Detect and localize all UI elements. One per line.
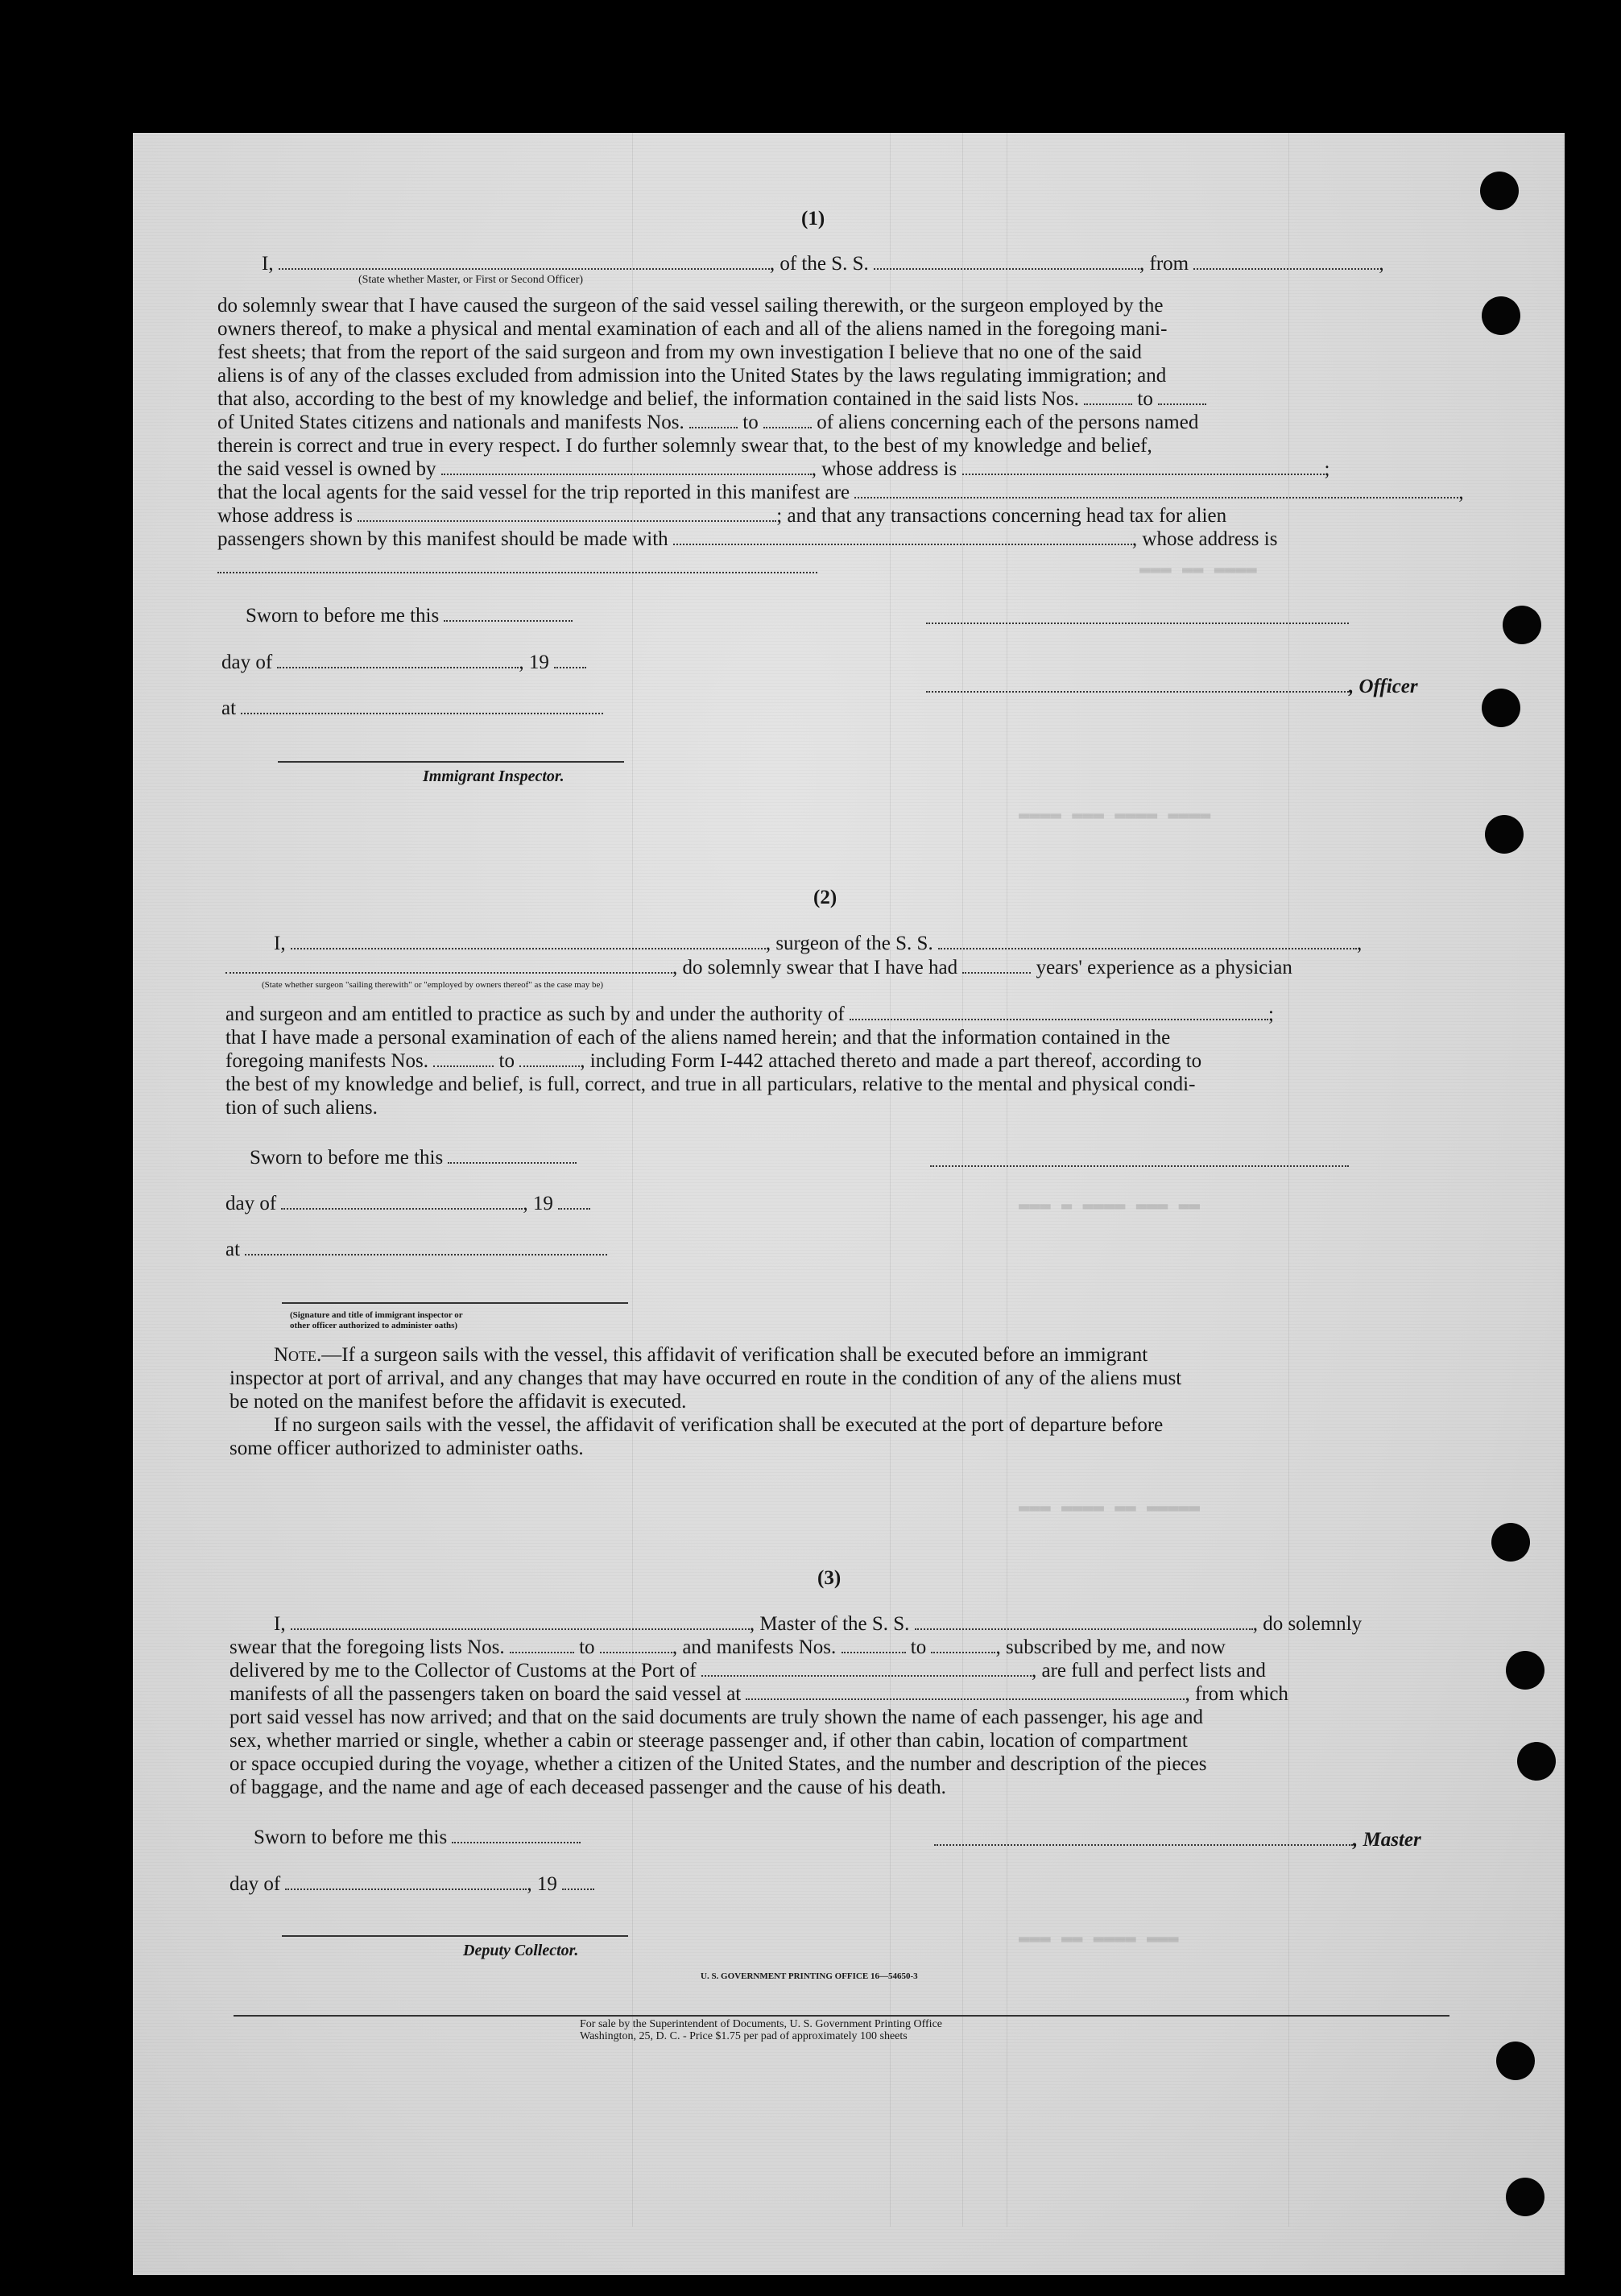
s2-note-2: inspector at port of arrival, and any changes that may have occurred en route in the condition of any of the aliens must <box>230 1367 1182 1389</box>
s2-comma: , <box>1356 933 1363 954</box>
s2-note-4: If no surgeon sails with the vessel, the affidavit of verification shall be executed at the port of departure before <box>274 1414 1164 1436</box>
s2-manifest-to-field[interactable] <box>519 1061 580 1067</box>
s3-port-field[interactable] <box>701 1670 1032 1677</box>
s2-foregoing: foregoing manifests Nos. <box>225 1050 429 1072</box>
punch-hole <box>1482 296 1520 335</box>
s1-owned-by: the said vessel is owned by <box>217 458 436 480</box>
s1-local-agents: that the local agents for the said vessel for the trip reported in this manifest are <box>217 482 850 503</box>
s1-owner-field[interactable] <box>441 469 812 475</box>
s2-line-authority <box>225 1003 1274 1026</box>
s1-line-3: fest sheets; that from the report of the said surgeon and from my own investigation I believe that no one of the said <box>217 341 1142 363</box>
s2-note-1 <box>274 1343 1148 1367</box>
s1-to-2: to <box>742 412 759 433</box>
s3-from-which: , from which <box>1185 1683 1288 1705</box>
s3-year-field[interactable] <box>562 1884 594 1890</box>
s3-to-1: to <box>579 1636 595 1658</box>
s1-whose-address: , whose address is <box>811 458 957 480</box>
s2-sworn-label: Sworn to before me this <box>250 1147 444 1169</box>
section-2-number: (2) <box>813 887 837 908</box>
s3-line-space: or space occupied during the voyage, whether a citizen of the United States, and the number and description of the pieces <box>230 1753 1207 1775</box>
punch-hole <box>1506 1651 1544 1690</box>
s1-agents-address-field[interactable] <box>358 515 776 522</box>
sale-note-2: Washington, 25, D. C. - Price $1.75 per pad of approximately 100 sheets <box>580 2030 908 2042</box>
s1-from-field[interactable] <box>1193 263 1379 270</box>
s3-line-baggage: of baggage, and the name and age of each deceased passenger and the cause of his death. <box>230 1777 946 1798</box>
s1-head-tax-contact-field[interactable] <box>673 539 1132 545</box>
s1-whose-address-2: whose address is <box>217 505 354 527</box>
s2-manifest-from-field[interactable] <box>433 1061 494 1067</box>
s2-at-label: at <box>225 1239 241 1260</box>
s2-signature-line[interactable] <box>930 1165 1349 1167</box>
s3-line-lists <box>230 1636 1226 1659</box>
s2-day-of <box>225 1192 590 1215</box>
s3-subscribed: , subscribed by me, and now <box>995 1636 1226 1658</box>
s2-inspector-line[interactable] <box>282 1302 628 1304</box>
manifest-page <box>133 133 1565 2275</box>
s1-officer-note: (State whether Master, or First or Second Officer) <box>358 274 584 286</box>
s1-line-9 <box>217 481 1464 504</box>
s1-at <box>221 697 603 720</box>
s3-line-manifests <box>230 1682 1288 1706</box>
s2-year-field[interactable] <box>558 1203 590 1210</box>
s2-vessel-field[interactable] <box>938 943 1357 949</box>
s2-authority: and surgeon and am entitled to practice as such by and under the authority of <box>225 1003 845 1025</box>
s3-line-delivered <box>230 1659 1266 1682</box>
punch-hole <box>1506 2178 1544 2216</box>
s1-line-7: therein is correct and true in every respect. I do further solemnly swear that, to the best of my knowledge and belief, <box>217 435 1152 457</box>
s1-lists-from-field[interactable] <box>1084 399 1132 405</box>
s1-address-continuation-field[interactable] <box>217 572 817 573</box>
s3-line-sex: sex, whether married or single, whether a cabin or steerage passenger and, if other than cabin, location of compartment <box>230 1730 1188 1752</box>
bleed-text: ▬▬▬ ▬▬ ▬▬▬▬ ▬▬▬ <box>1019 1929 1179 1949</box>
s2-i: I, <box>274 933 286 954</box>
s3-vessel-field[interactable] <box>915 1624 1253 1630</box>
s2-to: to <box>498 1050 515 1072</box>
s2-day-of-label: day of <box>225 1193 277 1214</box>
s1-of-ss: , of the S. S. <box>769 253 869 275</box>
s3-day-of-label: day of <box>230 1873 281 1895</box>
s1-inspector-line[interactable] <box>278 761 624 763</box>
bleed-text: ▬▬▬ ▬▬ ▬▬▬▬ <box>1139 560 1257 580</box>
s2-semicolon: ; <box>1268 1003 1274 1025</box>
s3-day-of <box>230 1872 594 1896</box>
s3-swear-lists: swear that the foregoing lists Nos. <box>230 1636 505 1658</box>
s1-line-2: owners thereof, to make a physical and mental examination of each and all of the aliens named in the foregoing mani- <box>217 318 1168 340</box>
s3-master-name-field[interactable] <box>291 1624 750 1630</box>
s1-comma: , <box>1379 253 1384 275</box>
s1-manifest-from-field[interactable] <box>689 422 738 428</box>
s1-passengers: passengers shown by this manifest should be made with <box>217 528 668 550</box>
s2-note-1-text: —If a surgeon sails with the vessel, this affidavit of verification shall be executed before an immigrant <box>321 1344 1148 1366</box>
s1-month-field[interactable] <box>277 662 519 668</box>
s2-at <box>225 1238 607 1261</box>
s1-comma-2: , <box>1458 482 1464 503</box>
s1-officer-label: , Officer <box>1349 676 1418 697</box>
s1-i: I, <box>262 253 274 275</box>
bleed-text: ▬▬▬ ▬▬▬▬ ▬▬ ▬▬▬▬▬ <box>1019 1498 1201 1518</box>
s2-note-label: Note. <box>274 1344 322 1366</box>
s3-embark-port-field[interactable] <box>746 1694 1185 1700</box>
s3-master-label: , Master <box>1353 1829 1421 1851</box>
s3-sworn <box>254 1826 581 1849</box>
s1-vessel-field[interactable] <box>874 263 1139 270</box>
s1-line-10 <box>217 504 1226 527</box>
s1-whose-address-3: , whose address is <box>1131 528 1278 550</box>
s1-line-4: aliens is of any of the classes excluded from admission into the United States by the laws regulating immigration; and <box>217 365 1167 387</box>
s1-officer-line <box>926 675 1418 698</box>
s1-lists-text: that also, according to the best of my knowledge and belief, the information contained in the said lists Nos. <box>217 388 1079 410</box>
section-1-number: (1) <box>801 208 825 230</box>
s1-day-of <box>221 651 586 674</box>
footer-rule <box>234 2015 1449 2017</box>
s2-swear-line <box>225 956 1292 979</box>
s1-line-8 <box>217 457 1329 481</box>
s2-line-foregoing <box>225 1049 1201 1073</box>
s2-years-field[interactable] <box>962 967 1031 974</box>
s1-year-field[interactable] <box>554 662 586 668</box>
s3-master-signature-field[interactable] <box>934 1839 1353 1846</box>
s2-signature-note-2: other officer authorized to administer oaths) <box>290 1321 458 1330</box>
s3-do-solemnly: , do solemnly <box>1252 1613 1363 1635</box>
s2-authority-field[interactable] <box>850 1014 1268 1020</box>
s2-line-tion: tion of such aliens. <box>225 1097 378 1119</box>
punch-hole <box>1480 172 1519 210</box>
s3-to-2: to <box>910 1636 927 1658</box>
s3-year-label: , 19 <box>527 1873 557 1895</box>
s3-manifest-from-field[interactable] <box>842 1647 906 1653</box>
s1-day-of-label: day of <box>221 652 273 673</box>
punch-hole <box>1482 689 1520 727</box>
s2-note-3: be noted on the manifest before the affidavit is executed. <box>230 1391 687 1413</box>
s2-including: , including Form I-442 attached thereto and made a part thereof, according to <box>580 1050 1202 1072</box>
s3-sworn-day-field[interactable] <box>452 1837 581 1843</box>
s1-line-11 <box>217 527 1277 551</box>
punch-hole <box>1491 1523 1530 1562</box>
punch-hole <box>1496 2042 1535 2080</box>
s3-manifest-to-field[interactable] <box>931 1647 995 1653</box>
s2-sworn-day-field[interactable] <box>448 1157 577 1164</box>
s3-manifests-all: manifests of all the passengers taken on board the said vessel at <box>230 1683 742 1705</box>
s2-oath-line <box>274 932 1362 955</box>
s1-semicolon: ; <box>1324 458 1330 480</box>
section-3-number: (3) <box>817 1567 842 1589</box>
s3-month-field[interactable] <box>285 1884 527 1890</box>
s2-surgeon-of: , surgeon of the S. S. <box>765 933 933 954</box>
s2-surgeon-name-field[interactable] <box>291 943 766 949</box>
s2-sworn <box>250 1146 577 1169</box>
s1-at-field[interactable] <box>241 708 603 714</box>
s2-at-field[interactable] <box>245 1249 607 1256</box>
s1-owner-address-field[interactable] <box>962 469 1325 475</box>
sale-note-1: For sale by the Superintendent of Documents, U. S. Government Printing Office <box>580 2018 942 2030</box>
s3-lists-to-field[interactable] <box>600 1647 672 1653</box>
s2-note-5: some officer authorized to administer oaths. <box>230 1438 584 1459</box>
s1-sworn-day-field[interactable] <box>444 615 573 622</box>
s2-years: years' experience as a physician <box>1036 957 1292 978</box>
bleed-line <box>1288 133 1289 2227</box>
s1-head-tax: ; and that any transactions concerning head tax for alien <box>776 505 1227 527</box>
printing-office: U. S. GOVERNMENT PRINTING OFFICE 16—54650-3 <box>701 1971 918 1981</box>
s1-manifest-to-field[interactable] <box>763 422 812 428</box>
s1-at-label: at <box>221 697 237 719</box>
s3-deputy-line[interactable] <box>282 1935 628 1937</box>
s1-inspector-label: Immigrant Inspector. <box>423 767 564 785</box>
s1-line-6 <box>217 411 1198 434</box>
s1-sworn-label: Sworn to before me this <box>246 605 440 627</box>
s1-to-1: to <box>1137 388 1153 410</box>
punch-hole <box>1485 815 1524 854</box>
s3-line-port: port said vessel has now arrived; and that on the said documents are truly shown the name of each passenger, his age and <box>230 1706 1204 1728</box>
s2-year-label: , 19 <box>523 1193 553 1214</box>
s3-oath-line <box>274 1612 1362 1636</box>
s3-master-of: , Master of the S. S. <box>749 1613 910 1635</box>
s2-swear: , do solemnly swear that I have had <box>672 957 958 978</box>
s1-officer-field[interactable] <box>279 263 770 270</box>
s1-from: , from <box>1139 253 1189 275</box>
bleed-text: ▬▬▬ ▬ ▬▬▬▬ ▬▬▬ ▬▬ <box>1019 1196 1201 1216</box>
s1-sworn <box>246 604 573 627</box>
bleed-text: ▬▬▬▬ ▬▬▬ ▬▬▬▬ ▬▬▬▬ <box>1019 805 1211 825</box>
s3-lists-from-field[interactable] <box>510 1647 574 1653</box>
s1-citizens-b: of aliens concerning each of the persons named <box>817 412 1199 433</box>
s2-signature-note-1: (Signature and title of immigrant inspector or <box>290 1310 463 1320</box>
s3-master-line <box>934 1828 1421 1851</box>
s2-month-field[interactable] <box>281 1203 523 1210</box>
s3-full-perfect: , are full and perfect lists and <box>1032 1660 1266 1682</box>
s1-oath-line <box>262 252 1384 275</box>
s3-sworn-label: Sworn to before me this <box>254 1826 448 1848</box>
s2-status-field[interactable] <box>225 967 672 974</box>
s3-i: I, <box>274 1613 286 1635</box>
s1-year-label: , 19 <box>519 652 549 673</box>
s1-citizens-a: of United States citizens and nationals and manifests Nos. <box>217 412 684 433</box>
s1-signature-line[interactable] <box>926 623 1349 624</box>
s1-line-5 <box>217 387 1206 411</box>
s3-delivered: delivered by me to the Collector of Customs at the Port of <box>230 1660 697 1682</box>
s1-officer-signature-field[interactable] <box>926 686 1349 693</box>
s3-deputy-label: Deputy Collector. <box>463 1942 579 1959</box>
s2-surgeon-note: (State whether surgeon "sailing therewith" or "employed by owners thereof" as the case may be) <box>262 980 604 990</box>
s1-agents-field[interactable] <box>854 492 1458 499</box>
punch-hole <box>1517 1742 1556 1781</box>
s2-line-belief: the best of my knowledge and belief, is full, correct, and true in all particulars, relative to the mental and physical condi- <box>225 1074 1196 1095</box>
s1-lists-to-field[interactable] <box>1158 399 1206 405</box>
s3-and-manifests: , and manifests Nos. <box>672 1636 837 1658</box>
s2-line-exam: that I have made a personal examination of each of the aliens named herein; and that the information contained in the <box>225 1027 1171 1049</box>
punch-hole <box>1503 606 1541 644</box>
s1-line-1: do solemnly swear that I have caused the surgeon of the said vessel sailing therewith, or the surgeon employed by the <box>217 295 1164 316</box>
